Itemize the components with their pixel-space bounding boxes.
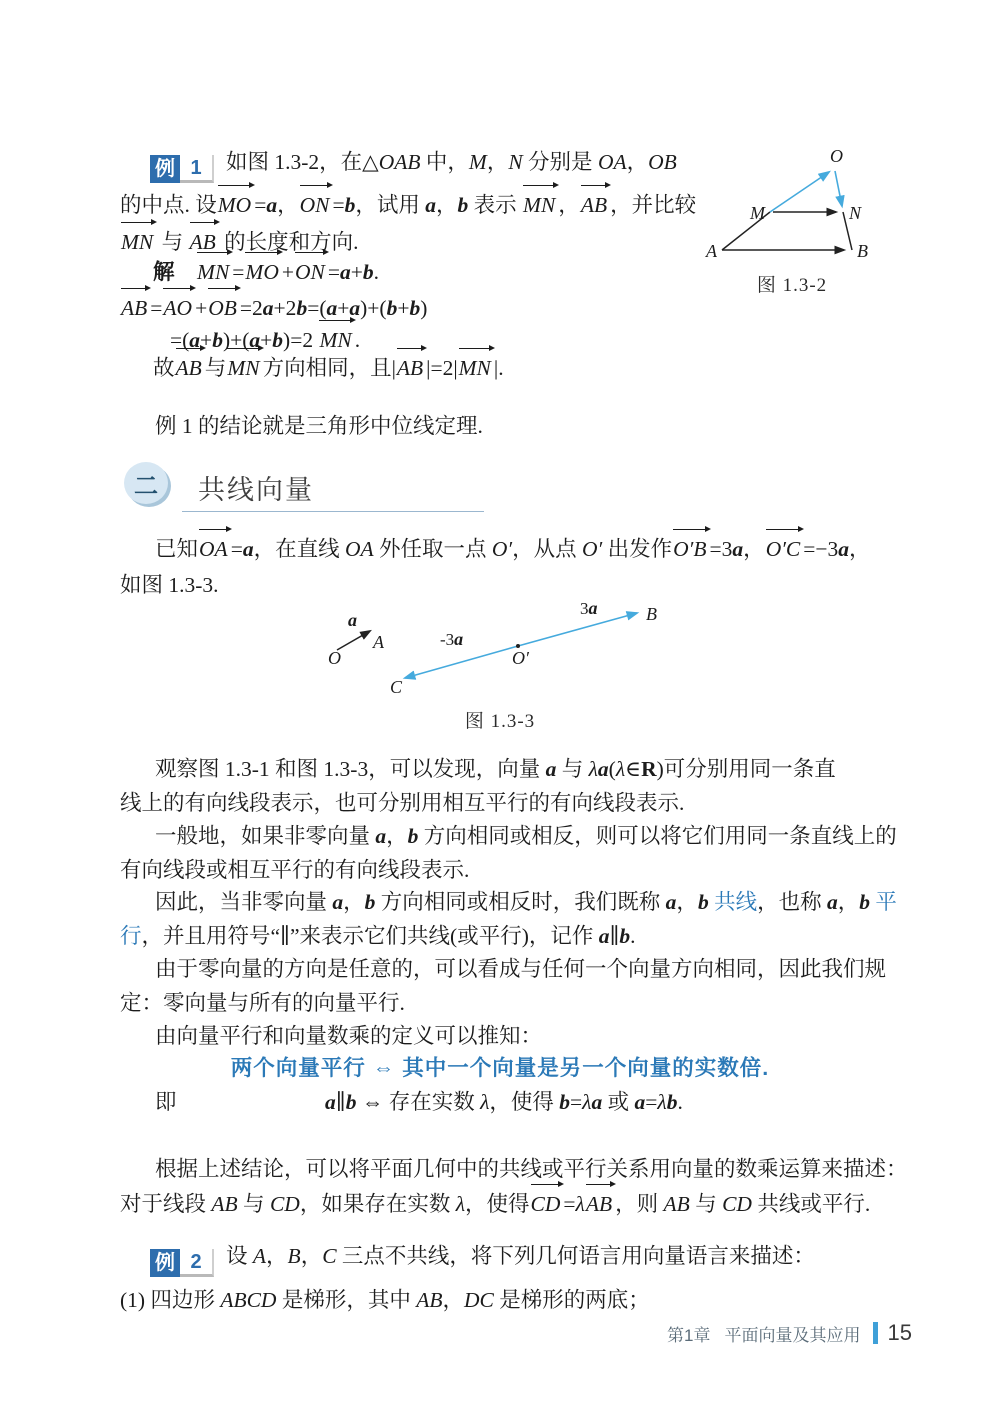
footer-chapter: 第1章 bbox=[667, 1325, 711, 1345]
paragraph-ie bbox=[120, 1085, 880, 1119]
solution-line-2: AB =AO +OB =2a+2b=(a+a)+(b+b) bbox=[120, 290, 880, 325]
point-label-o: O bbox=[830, 146, 843, 166]
example1-line-3: MN 与 AB 的长度和方向. bbox=[120, 224, 880, 259]
paragraph-deduce: 由向量平行和向量数乘的定义可以推知： bbox=[155, 1024, 543, 1048]
paragraph-therefore-line-2: 行，并且用符号“∥”来表示它们共线(或平行)，记作 a∥b. bbox=[120, 924, 636, 948]
section-title: 共线向量 bbox=[198, 475, 314, 505]
vector-o-to-n bbox=[835, 171, 842, 206]
vector-label-3a: 3a bbox=[580, 598, 598, 618]
vector-label-minus3a: -3a bbox=[440, 629, 464, 649]
example1-badge bbox=[150, 155, 214, 183]
figure-1-3-3 bbox=[320, 598, 680, 698]
triangle-oab-diagram bbox=[692, 140, 892, 268]
paragraph-observe-line-2: 线上的有向线段表示，也可分别用相互平行的有向线段表示. bbox=[120, 791, 685, 815]
point-label-b: B bbox=[646, 604, 657, 624]
example-badge-number: 1 bbox=[180, 155, 214, 183]
section-number-badge: 二 bbox=[124, 462, 168, 504]
figure-1-3-3-caption: 图 1.3-3 bbox=[464, 711, 536, 732]
key-statement: 两个向量平行 ⇔ 其中一个向量是另一个向量的实数倍. bbox=[230, 1056, 770, 1080]
example2-text-1: 设 A，B，C 三点不共线，将下列几何语言用向量语言来描述： bbox=[226, 1244, 815, 1268]
figure-1-3-2 bbox=[692, 140, 892, 268]
paragraph-conclude-line-1: 根据上述结论，可以将平面几何中的共线或平行关系用向量的数乘运算来描述： bbox=[155, 1157, 908, 1181]
solution-line-3: =(a+b)+(a+b)=2 MN . bbox=[120, 322, 930, 357]
paragraph-known-line-1: 已知OA =a，在直线 OA 外任取一点 O′，从点 O′ 出发作O′B =3a，O′C =−3a， bbox=[120, 531, 915, 566]
example1-line-2: 的中点. 设MO =a，ON =b，试用 a，b 表示 MN ，AB ，并比较 bbox=[120, 187, 880, 222]
paragraph-zero-line-1: 由于零向量的方向是任意的，可以看成与任何一个向量方向相同，因此我们规 bbox=[155, 957, 887, 981]
paragraph-general-line-1: 一般地，如果非零向量 a，b 方向相同或相反，则可以将它们用同一条直线上的 bbox=[155, 824, 897, 848]
footer-divider-bar bbox=[873, 1322, 878, 1344]
paragraph-observe-line-1: 观察图 1.3-1 和图 1.3-3，可以发现，向量 a 与 λa(λ∈R)可分别用同一条直 bbox=[155, 757, 836, 781]
paragraph-zero-line-2: 定：零向量与所有的向量平行. bbox=[120, 991, 405, 1015]
example2-badge bbox=[150, 1249, 214, 1277]
example2-line-1 bbox=[120, 1239, 880, 1277]
solution-line-4: 故AB 与MN 方向相同，且|AB |=2|MN |. bbox=[120, 350, 913, 385]
point-label-c: C bbox=[390, 677, 403, 697]
example-badge-label: 例 bbox=[150, 155, 180, 183]
ie-prefix: 即 bbox=[155, 1090, 177, 1114]
ie-formula: a∥b ⇔ 存在实数 λ，使得 b=λa 或 a=λb. bbox=[325, 1090, 683, 1114]
vector-o-to-a bbox=[337, 631, 370, 650]
example-badge-number: 2 bbox=[180, 1249, 214, 1277]
figure-1-3-2-caption: 图 1.3-2 bbox=[756, 275, 828, 296]
vector-m-to-o bbox=[770, 172, 829, 212]
collinear-vectors-diagram bbox=[320, 598, 680, 698]
vector-oprime-to-c bbox=[405, 646, 518, 678]
example1-note: 例 1 的结论就是三角形中位线定理. bbox=[155, 414, 483, 438]
vector-oprime-to-b bbox=[518, 613, 637, 646]
solution-line-1: 解 MN =MO +ON =a+b. bbox=[120, 254, 913, 289]
page-footer bbox=[667, 1320, 912, 1346]
point-label-m: M bbox=[750, 203, 765, 223]
section-heading bbox=[124, 460, 484, 512]
point-label-b: B bbox=[857, 241, 868, 261]
point-label-n: N bbox=[849, 203, 862, 223]
paragraph-known-line-2: 如图 1.3-3. bbox=[120, 573, 219, 597]
point-label-a: A bbox=[373, 632, 384, 652]
vector-label-a: a bbox=[348, 610, 357, 630]
example2-line-2: (1) 四边形 ABCD 是梯形，其中 AB，DC 是梯形的两底； bbox=[120, 1288, 650, 1312]
example-badge-label: 例 bbox=[150, 1249, 180, 1277]
paragraph-general-line-2: 有向线段或相互平行的有向线段表示. bbox=[120, 858, 470, 882]
page-number: 15 bbox=[887, 1320, 912, 1345]
point-label-oprime: O′ bbox=[512, 648, 529, 668]
footer-book-title: 平面向量及其应用 bbox=[724, 1325, 861, 1345]
example1-text-1: 如图 1.3-2，在△OAB 中，M，N 分别是 OA，OB bbox=[226, 150, 677, 174]
point-label-o: O bbox=[328, 648, 341, 668]
paragraph-therefore-line-1: 因此，当非零向量 a，b 方向相同或相反时，我们既称 a，b 共线，也称 a，b 平 bbox=[155, 890, 897, 914]
section-underline bbox=[182, 511, 484, 512]
paragraph-conclude-line-2: 对于线段 AB 与 CD，如果存在实数 λ，使得CD =λAB ，则 AB 与 CD 共线或平行. bbox=[120, 1186, 880, 1221]
point-label-a: A bbox=[706, 241, 717, 261]
